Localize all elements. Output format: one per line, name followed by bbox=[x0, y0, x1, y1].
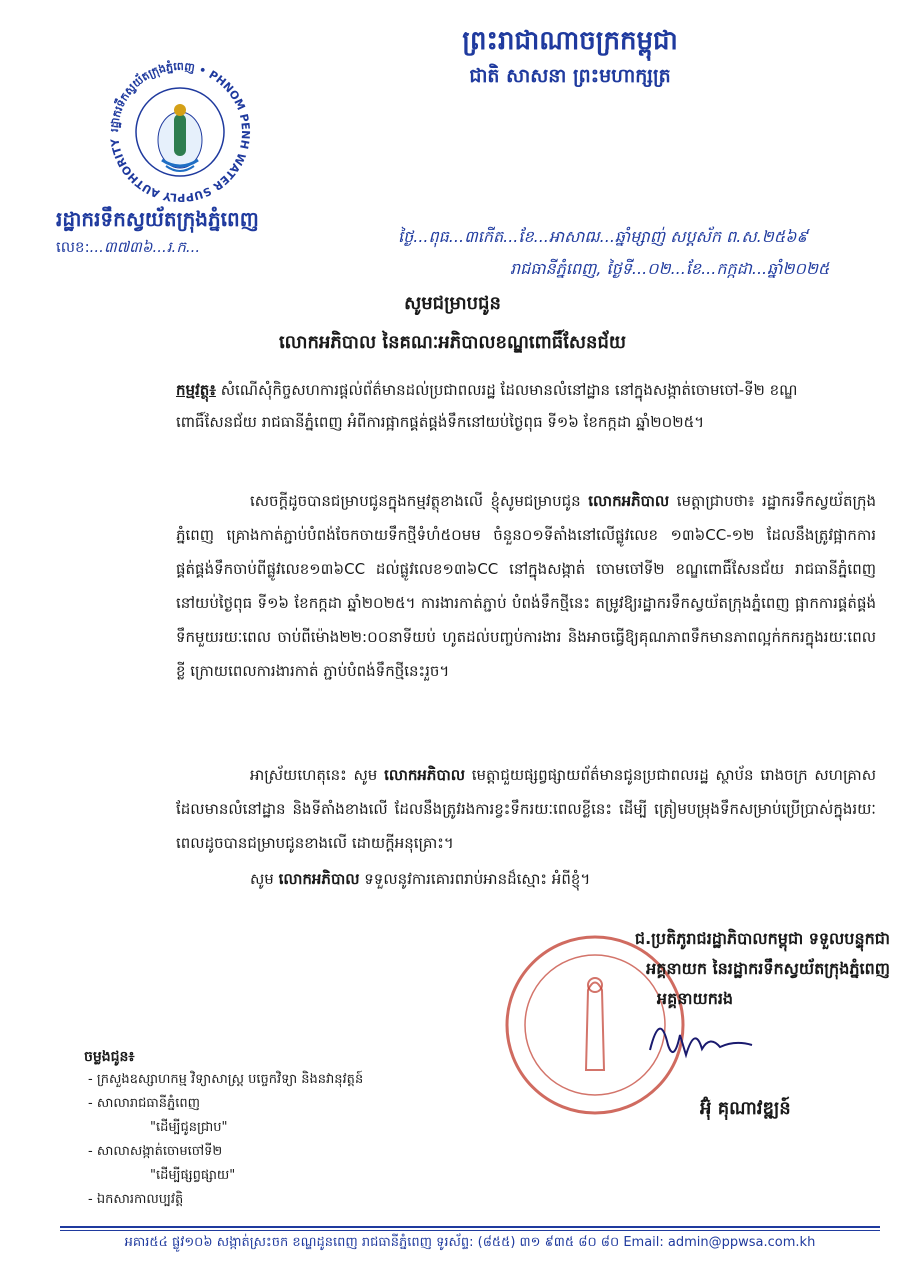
cc-item: - ក្រសួងឧស្សាហកម្ម វិទ្យាសាស្ត្រ បច្ចេកវិទ្យា និងនវានុវត្តន៍ bbox=[88, 1072, 364, 1087]
cc-title: ចម្លងជូន៖ bbox=[84, 1049, 135, 1065]
closing-paragraph bbox=[176, 862, 876, 896]
subject-label: កម្មវត្ថុ៖ bbox=[176, 381, 216, 399]
p1-addressee: លោកអភិបាល bbox=[588, 492, 670, 510]
reference-value: ...៣៧៣៦...រ.ក... bbox=[89, 238, 201, 256]
ppwsa-logo bbox=[100, 52, 260, 212]
signature-block bbox=[460, 924, 890, 1014]
reference-label: លេខ: bbox=[56, 238, 90, 256]
recipient: លោកអភិបាល នៃគណៈអភិបាលខណ្ឌពោធិ៍សែនជ័យ bbox=[278, 332, 627, 353]
kingdom-heading: ព្រះរាជាណាចក្រកម្ពុជា bbox=[462, 26, 678, 56]
footer-contact: អគារ៥៤ ផ្លូវ១០៦ សង្កាត់ស្រះចក ខណ្ឌដូនពេញ រាជធានីភ្នំពេញ ទូរស័ព្ទ: (៨៥៥) ៣១ ៩៣៥ ៨០ ៨០ Email: admin@ppwsa.com.kh bbox=[124, 1235, 816, 1250]
subject-text: សំណើសុំកិច្ចសហការផ្តល់ព័ត៌មានដល់ប្រជាពលរដ្ឋ ដែលមានលំនៅដ្ឋាន នៅក្នុងសង្កាត់ចោមចៅ-ទី២ ខណ្ឌពោធិ៍សែនជ័យ រាជធានីភ្នំពេញ អំពីការផ្អាកផ្គត់ផ្គង់ទឹកនៅយប់ថ្ងៃពុធ ទី១៦ ខែកក្កដា ឆ្នាំ២០២៥។ bbox=[176, 381, 798, 431]
signer-name: អ៊ុំ គុណាវឌ្ឍន៍ bbox=[700, 1098, 791, 1119]
p3-text-b: ទទួលនូវការគោរពរាប់អានដ៏ស្មោះ អំពីខ្ញុំ។ bbox=[359, 870, 591, 888]
subject bbox=[176, 374, 876, 438]
signature-title-3: អគ្គនាយករង bbox=[656, 989, 734, 1008]
signature-title-2: អគ្គនាយក នៃរដ្ឋាករទឹកស្វយ័តក្រុងភ្នំពេញ bbox=[646, 959, 890, 978]
logo-ring-text: រដ្ឋាករទឹកស្វយ័តក្រុងភ្នំពេញ • PHNOM PENH WATER SUPPLY AUTHORITY bbox=[107, 59, 253, 205]
footer-divider bbox=[60, 1226, 880, 1228]
p2-text-b: មេត្តាជួយផ្សព្វផ្សាយព័ត៌មានជូនប្រជាពលរដ្ឋ ស្ថាប័ន រោងចក្រ សហគ្រាស ដែលមានលំនៅដ្ឋាន និងទីតាំងខាងលើ ដែលនឹងត្រូវរងការខ្វះទឹករយៈពេលខ្លីនេះ ដើម្បី ត្រៀមបម្រុងទឹកសម្រាប់ប្រើប្រាស់ក្នុងរយៈពេលដូចបានជម្រាបជូនខាងលើ ដោយក្តីអនុគ្រោះ។ bbox=[176, 766, 876, 852]
p2-addressee: លោកអភិបាល bbox=[384, 766, 466, 784]
cc-item: - សាលារាជធានីភ្នំពេញ bbox=[88, 1096, 200, 1111]
p1-text-a: សេចក្តីដូចបានជម្រាបជូនក្នុងកម្មវត្ថុខាងលើ ខ្ញុំសូមជម្រាបជូន bbox=[250, 492, 589, 510]
p2-text-a: អាស្រ័យហេតុនេះ សូម bbox=[250, 766, 385, 784]
signature-title-1: ជ.ប្រតិភូរាជរដ្ឋាភិបាលកម្ពុជា ទទួលបន្ទុកជា bbox=[634, 929, 890, 948]
body-paragraph-2 bbox=[176, 758, 876, 860]
cc-item: - ឯកសារកាលប្បវត្តិ bbox=[88, 1192, 184, 1207]
cc-item-note: "ដើម្បីជូនជ្រាប" bbox=[150, 1120, 228, 1135]
cc-list bbox=[88, 1068, 363, 1212]
organization-name: រដ្ឋាករទឹកស្វយ័តក្រុងភ្នំពេញ bbox=[56, 207, 259, 231]
reference-number bbox=[56, 238, 200, 260]
handwritten-signature bbox=[640, 1005, 760, 1065]
national-motto: ជាតិ សាសនា ព្រះមហាក្សត្រ bbox=[469, 65, 671, 87]
solar-date: រាជធានីភ្នំពេញ, ថ្ងៃទី...០២...ខែ...កក្កដា...ឆ្នាំ២០២៥ bbox=[510, 259, 830, 278]
lunar-date: ថ្ងៃ...ពុធ...៣កើត...ខែ...អាសាឍ...ឆ្នាំម្សាញ់ សប្តស័ក ព.ស.២៥៦៩ bbox=[398, 227, 808, 246]
cc-item-note: "ដើម្បីផ្សព្វផ្សាយ" bbox=[150, 1168, 236, 1183]
salutation: សូមជម្រាបជូន bbox=[404, 293, 501, 314]
cc-item: - សាលាសង្កាត់ចោមចៅទី២ bbox=[88, 1144, 223, 1159]
p1-text-b: មេត្តាជ្រាបថា៖ រដ្ឋាករទឹកស្វយ័តក្រុងភ្នំពេញ គ្រោងកាត់ភ្ជាប់បំពង់ចែកចាយទឹកថ្មីទំហំ៥០មម ចំនួន០១ទីតាំងនៅលើផ្លូវលេខ ១៣៦CC-១២ ដែលនឹងត្រូវផ្អាកការផ្គត់ផ្គង់ទឹកចាប់ពីផ្លូវលេខ១៣៦CC ដល់ផ្លូវលេខ១៣៦CC នៅក្នុងសង្កាត់ ចោមចៅទី២ ខណ្ឌពោធិ៍សែនជ័យ រាជធានីភ្នំពេញ នៅយប់ថ្ងៃពុធ ទី១៦ ខែកក្កដា ឆ្នាំ២០២៥។ ការងារកាត់ភ្ជាប់ បំពង់ទឹកថ្មីនេះ តម្រូវឱ្យរដ្ឋាករទឹកស្វយ័តក្រុងភ្នំពេញ ផ្អាកការផ្គត់ផ្គង់ទឹកមួយរយៈពេល ចាប់ពីម៉ោង២២:០០នាទីយប់ ហូតដល់បញ្ចប់ការងារ និងអាចធ្វើឱ្យគុណភាពទឹកមានភាពល្អក់កករក្នុងរយៈពេលខ្លី ក្រោយពេលការងារកាត់ ភ្ជាប់បំពង់ទឹកថ្មីនេះរួច។ bbox=[176, 492, 876, 680]
footer-divider-thin bbox=[60, 1230, 880, 1231]
body-paragraph-1 bbox=[176, 484, 876, 688]
p3-text-a: សូម bbox=[250, 870, 279, 888]
p3-addressee: លោកអភិបាល bbox=[278, 870, 360, 888]
